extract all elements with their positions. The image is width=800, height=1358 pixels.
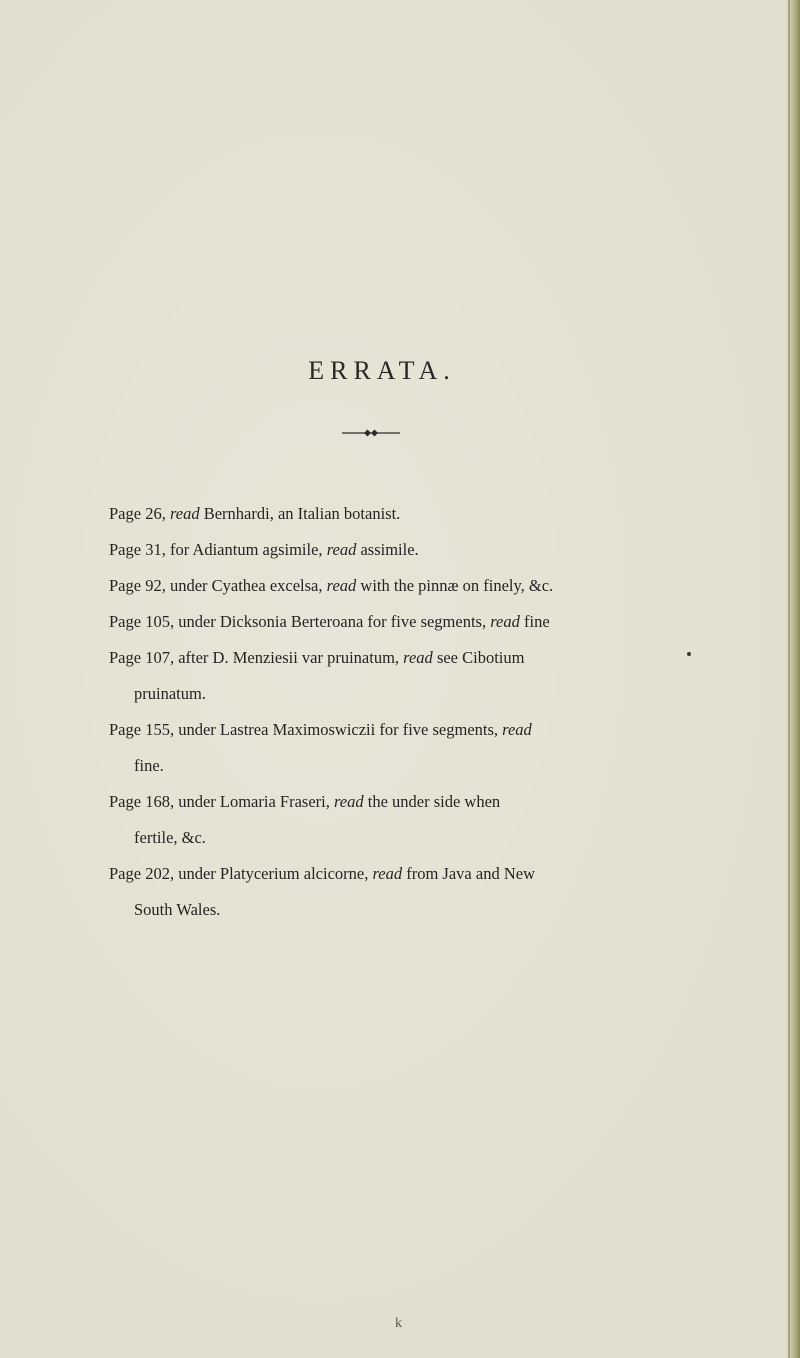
entry-read-word: read [333, 792, 364, 811]
errata-entry [109, 532, 731, 568]
entry-page: Page 202, [109, 864, 175, 883]
page-title: ERRATA. [308, 356, 456, 385]
entry-read-word: read [502, 720, 532, 739]
entry-continuation: South Wales. [134, 900, 221, 919]
entry-read-word: read [169, 504, 200, 523]
entry-continuation: fine. [134, 756, 164, 775]
errata-entry [109, 568, 731, 604]
entry-correction: the under side when [363, 792, 501, 811]
entry-read-word: read [372, 864, 403, 883]
entry-text: under Cyathea excelsa, [165, 576, 327, 595]
entry-continuation: fertile, &c. [134, 828, 206, 847]
entry-text: under Lastrea Maximoswiczii for five segments, [174, 720, 503, 739]
errata-entry [109, 712, 731, 784]
entry-correction: see Cibotium [432, 648, 525, 667]
entry-read-word: read [326, 540, 357, 559]
entry-page: Page 26, [109, 504, 166, 523]
entry-text: after D. Menziesii var pruinatum, [174, 648, 404, 667]
entry-page: Page 155, [109, 720, 175, 739]
signature-mark: k [395, 1316, 402, 1331]
ink-speck [687, 652, 691, 656]
entry-text: under Dicksonia Berteroana for five segments, [174, 612, 491, 631]
errata-entry [109, 856, 731, 928]
entry-correction: assimile. [356, 540, 419, 559]
errata-entry [109, 640, 731, 712]
errata-list [109, 496, 731, 928]
entry-correction: Bernhardi, an Italian botanist. [199, 504, 401, 523]
errata-entry [109, 784, 731, 856]
entry-read-word: read [403, 648, 433, 667]
entry-text: under Lomaria Fraseri, [174, 792, 334, 811]
title-ornament-rule [342, 428, 400, 438]
entry-page: Page 31, [109, 540, 166, 559]
page-edge-line [788, 0, 790, 1358]
entry-page: Page 105, [109, 612, 175, 631]
entry-correction: with the pinnæ on finely, &c. [356, 576, 554, 595]
entry-page: Page 92, [109, 576, 166, 595]
errata-entry [109, 604, 731, 640]
entry-continuation: pruinatum. [134, 684, 206, 703]
entry-read-word: read [326, 576, 357, 595]
entry-correction: fine [519, 612, 550, 631]
entry-correction: from Java and New [402, 864, 535, 883]
errata-entry [109, 496, 731, 532]
entry-page: Page 107, [109, 648, 175, 667]
entry-page: Page 168, [109, 792, 175, 811]
entry-read-word: read [490, 612, 520, 631]
entry-text: under Platycerium alcicorne, [174, 864, 373, 883]
entry-text: for Adiantum agsimile, [165, 540, 327, 559]
